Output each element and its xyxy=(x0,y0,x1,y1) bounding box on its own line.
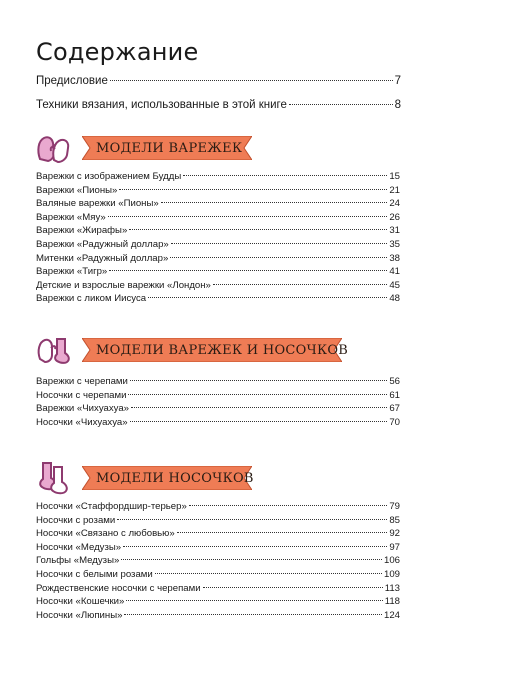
toc-entry-label: Варежки с черепами xyxy=(36,376,128,387)
toc-entry-page: 70 xyxy=(389,416,400,428)
toc-entry[interactable] xyxy=(36,528,400,540)
toc-entry[interactable] xyxy=(36,555,400,567)
toc-entry-page: 92 xyxy=(389,528,400,540)
toc-entry-page: 106 xyxy=(383,555,400,567)
toc-entry-preface[interactable] xyxy=(36,75,401,87)
leader-dots xyxy=(130,421,388,422)
toc-entry-page: 124 xyxy=(383,609,400,621)
toc-entry-page: 24 xyxy=(389,198,400,210)
toc-entry[interactable] xyxy=(36,610,400,622)
toc-entry-label: Варежки с изображением Будды xyxy=(36,171,182,182)
toc-entry-label: Варежки «Мяу» xyxy=(36,211,106,223)
toc-entry-label: Носочки «Кошечки» xyxy=(36,596,125,608)
toc-entry-page: 61 xyxy=(389,389,400,401)
leader-dots xyxy=(117,519,387,520)
toc-entry-page: 113 xyxy=(384,582,400,594)
toc-entry-page: 38 xyxy=(389,252,400,264)
toc-entry[interactable] xyxy=(36,403,400,415)
toc-entry-page: 79 xyxy=(389,501,400,512)
section-header-mittens-socks xyxy=(34,330,348,370)
toc-entry[interactable] xyxy=(36,583,400,595)
toc-entry[interactable] xyxy=(36,266,400,278)
leader-dots xyxy=(161,202,388,203)
toc-entry-page: 7 xyxy=(394,75,401,87)
toc-entry-page: 41 xyxy=(389,266,400,278)
toc-entry-label: Носочки «Медузы» xyxy=(36,541,122,553)
leader-dots xyxy=(129,229,387,230)
socks-icon xyxy=(34,459,74,497)
section-header-socks xyxy=(34,458,254,498)
toc-entry[interactable] xyxy=(36,280,400,292)
leader-dots xyxy=(109,270,387,271)
leader-dots xyxy=(110,80,393,81)
toc-entry[interactable] xyxy=(36,596,400,608)
toc-entry-page: 21 xyxy=(389,184,400,196)
toc-entry[interactable] xyxy=(36,253,400,265)
toc-entry-label: Варежки «Жирафы» xyxy=(36,225,128,237)
toc-entry-page: 45 xyxy=(389,279,400,291)
toc-entry-label: Носочки «Стаффордшир-терьер» xyxy=(36,501,187,512)
toc-entry-label: Варежки «Тигр» xyxy=(36,266,108,278)
leader-dots xyxy=(289,104,393,105)
toc-entry-page: 109 xyxy=(383,569,400,580)
toc-entry-label: Митенки «Радужный доллар» xyxy=(36,252,169,264)
toc-entry-page: 97 xyxy=(389,541,400,553)
toc-entry-label: Техники вязания, использованные в этой книге xyxy=(36,99,287,111)
toc-entry-label: Гольфы «Медузы» xyxy=(36,555,120,567)
leader-dots xyxy=(155,573,382,574)
leader-dots xyxy=(189,505,388,506)
toc-entry-page: 15 xyxy=(389,171,400,182)
section-heading: МОДЕЛИ ВАРЕЖЕК И НОСОЧКОВ xyxy=(96,342,349,358)
leader-dots xyxy=(131,407,387,408)
toc-entry-page: 67 xyxy=(389,403,400,415)
leader-dots xyxy=(148,297,387,298)
toc-entry[interactable] xyxy=(36,225,400,237)
leader-dots xyxy=(121,559,382,560)
toc-entry-page: 56 xyxy=(389,376,400,387)
toc-entry-page: 48 xyxy=(389,293,400,305)
toc-entry-label: Варежки «Чихуахуа» xyxy=(36,403,130,415)
toc-entry-label: Детские и взрослые варежки «Лондон» xyxy=(36,279,211,291)
section-heading: МОДЕЛИ НОСОЧКОВ xyxy=(96,470,254,486)
leader-dots xyxy=(124,614,382,615)
toc-entry[interactable] xyxy=(36,569,400,581)
toc-entry-label: Валяные варежки «Пионы» xyxy=(36,198,159,210)
leader-dots xyxy=(213,284,387,285)
toc-entry-page: 118 xyxy=(384,596,400,608)
toc-entry-page: 26 xyxy=(389,211,400,223)
section-header-mittens xyxy=(34,128,242,168)
toc-entry[interactable] xyxy=(36,239,400,251)
page-title: Содержание xyxy=(36,38,199,66)
toc-entry-page: 35 xyxy=(389,239,400,250)
leader-dots xyxy=(183,175,387,176)
toc-entry[interactable] xyxy=(36,515,400,527)
section-heading: МОДЕЛИ ВАРЕЖЕК xyxy=(96,140,243,156)
toc-entry[interactable] xyxy=(36,198,400,210)
leader-dots xyxy=(203,587,383,588)
toc-entry-label: Носочки «Чихуахуа» xyxy=(36,416,128,428)
section-banner xyxy=(82,466,254,490)
toc-entry[interactable] xyxy=(36,501,400,513)
leader-dots xyxy=(170,257,387,258)
toc-entry-page: 31 xyxy=(389,225,400,237)
section-banner xyxy=(82,338,348,362)
toc-entry-label: Носочки с розами xyxy=(36,514,116,526)
toc-entry[interactable] xyxy=(36,171,400,183)
leader-dots xyxy=(130,380,387,381)
mittens-icon xyxy=(34,129,74,167)
toc-entry[interactable] xyxy=(36,212,400,224)
toc-entry[interactable] xyxy=(36,293,400,305)
toc-entry-page: 8 xyxy=(394,99,401,111)
leader-dots xyxy=(177,532,388,533)
leader-dots xyxy=(171,243,388,244)
leader-dots xyxy=(128,394,387,395)
toc-entry[interactable] xyxy=(36,542,400,554)
leader-dots xyxy=(108,216,388,217)
toc-entry-page: 85 xyxy=(389,514,400,526)
toc-entry-label: Рождественские носочки с черепами xyxy=(36,582,201,594)
mitten-and-sock-icon xyxy=(34,331,74,369)
toc-entry-label: Предисловие xyxy=(36,75,108,87)
toc-entry-label: Варежки с ликом Иисуса xyxy=(36,293,147,305)
toc-entry-label: Варежки «Радужный доллар» xyxy=(36,239,169,250)
toc-entry[interactable] xyxy=(36,417,400,429)
toc-entry-label: Носочки с белыми розами xyxy=(36,569,153,580)
leader-dots xyxy=(119,189,387,190)
toc-entry-label: Носочки «Связано с любовью» xyxy=(36,528,175,540)
leader-dots xyxy=(126,600,382,601)
section-banner xyxy=(82,136,242,160)
toc-entry-label: Носочки «Люпины» xyxy=(36,609,123,621)
toc-entry-techniques[interactable] xyxy=(36,99,401,111)
leader-dots xyxy=(123,546,387,547)
toc-entry-label: Носочки с черепами xyxy=(36,389,127,401)
toc-entry-label: Варежки «Пионы» xyxy=(36,184,118,196)
toc-entry[interactable] xyxy=(36,390,400,402)
toc-entry[interactable] xyxy=(36,376,400,388)
toc-entry[interactable] xyxy=(36,185,400,197)
